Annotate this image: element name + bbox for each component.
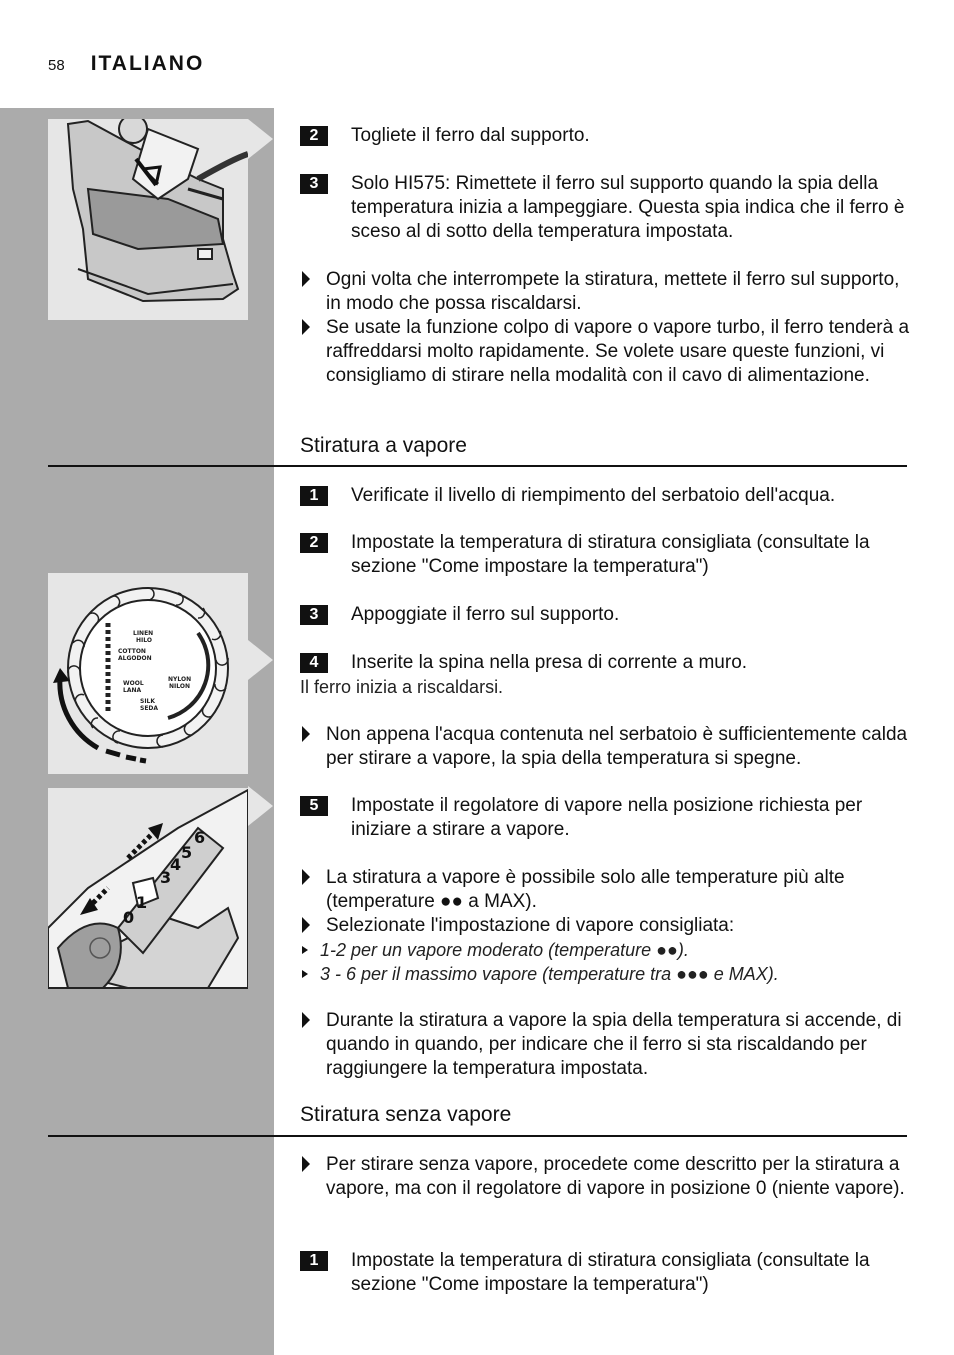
bullet-item xyxy=(300,1009,910,1081)
section-heading-no-steam: Stiratura senza vapore xyxy=(300,1103,512,1126)
bullet-item xyxy=(300,268,910,316)
step-text: Impostate il regolatore di vapore nella posizione richiesta per iniziare a stirare a vapore. xyxy=(351,795,863,840)
iron-on-stand-illustration xyxy=(48,119,248,320)
steam-number-5: 5 xyxy=(181,843,193,862)
step-number-badge: 4 xyxy=(300,653,328,673)
bullet-item xyxy=(300,1153,910,1201)
sub-item-text: 3 - 6 per il massimo vapore (temperature tra ●●● e MAX). xyxy=(320,964,779,984)
bullet-item xyxy=(300,316,910,388)
sub-item xyxy=(300,962,910,986)
bullet-marker xyxy=(302,869,310,885)
dial-label-nilon: NILON xyxy=(169,683,190,690)
step-note: Il ferro inizia a riscaldarsi. xyxy=(300,677,504,697)
step-item xyxy=(300,531,910,579)
step-item xyxy=(300,651,910,675)
bullet-text: Non appena l'acqua contenuta nel serbatoio è sufficientemente calda per stirare a vapore, la spia della temperatura si spegne. xyxy=(326,724,908,769)
bullet-text: Per stirare senza vapore, procedete come descritto per la stiratura a vapore, ma con il regolatore di vapore in posizione 0 (niente vapore). xyxy=(326,1154,905,1199)
dial-label-algodon: ALGODON xyxy=(118,655,152,662)
bullet-item xyxy=(300,866,910,914)
bullet-text: La stiratura a vapore è possibile solo alle temperature più alte (temperature ●● a MAX). xyxy=(326,867,845,912)
bullet-item xyxy=(300,914,910,938)
bullet-marker xyxy=(302,1156,310,1172)
dial-label-cotton: COTTON xyxy=(118,648,146,655)
bullet-text: Se usate la funzione colpo di vapore o vapore turbo, il ferro tenderà a raffreddarsi molto rapidamente. Se volete usare queste funzioni, vi consigliamo di stirare nella modalità con il cavo di alimentazione. xyxy=(326,317,910,386)
page-number: 58 xyxy=(48,57,65,74)
step-number-badge: 1 xyxy=(300,1251,328,1271)
steam-number-0: 0 xyxy=(123,908,135,927)
bullet-text: Selezionate l'impostazione di vapore consigliata: xyxy=(326,915,735,936)
step-number-badge: 3 xyxy=(300,605,328,625)
bullet-marker xyxy=(302,917,310,933)
step-item xyxy=(300,794,910,842)
step-number-badge: 2 xyxy=(300,533,328,553)
bullet-marker xyxy=(302,1012,310,1028)
step-item xyxy=(300,1249,910,1297)
step-text: Impostate la temperatura di stiratura consigliata (consultate la sezione "Come impostare la temperatura") xyxy=(351,1250,870,1295)
bullet-marker xyxy=(302,271,310,287)
step-item xyxy=(300,603,910,627)
step-text: Inserite la spina nella presa di corrente a muro. xyxy=(351,652,748,673)
step-item xyxy=(300,172,910,244)
section-divider xyxy=(48,1135,907,1137)
sub-bullet-marker xyxy=(302,946,308,954)
callout-pointer xyxy=(248,786,273,826)
steam-number-3: 3 xyxy=(160,868,172,887)
dial-label-linen: LINEN xyxy=(133,630,154,637)
step-text: Togliete il ferro dal supporto. xyxy=(351,125,590,146)
dial-label-silk: SILK xyxy=(140,698,156,705)
steam-control-illustration xyxy=(48,788,248,989)
temperature-dial-illustration xyxy=(48,573,248,774)
sub-item-text: 1-2 per un vapore moderato (temperature ●●). xyxy=(320,940,689,960)
step-text: Appoggiate il ferro sul supporto. xyxy=(351,604,620,625)
step-item xyxy=(300,484,910,508)
bullet-text: Ogni volta che interrompete la stiratura, mettete il ferro sul supporto, in modo che possa riscaldarsi. xyxy=(326,269,900,314)
step-text: Impostate la temperatura di stiratura consigliata (consultate la sezione "Come impostare la temperatura") xyxy=(351,532,870,577)
steam-number-4: 4 xyxy=(170,855,182,874)
step-text: Solo HI575: Rimettete il ferro sul supporto quando la spia della temperatura inizia a lampeggiare. Questa spia indica che il ferro è sceso al di sotto della temperatura impostata. xyxy=(351,173,905,242)
steam-number-1: 1 xyxy=(136,893,148,912)
sub-bullet-marker xyxy=(302,970,308,978)
step-number-badge: 3 xyxy=(300,174,328,194)
section-divider xyxy=(48,465,907,467)
steam-number-6: 6 xyxy=(194,828,206,847)
step-number-badge: 2 xyxy=(300,126,328,146)
page-header xyxy=(48,52,204,76)
section-heading-steam: Stiratura a vapore xyxy=(300,434,467,457)
dial-label-wool: WOOL xyxy=(123,680,144,687)
bullet-marker xyxy=(302,319,310,335)
callout-pointer xyxy=(248,119,273,159)
sub-item xyxy=(300,938,910,962)
step-number-badge: 1 xyxy=(300,486,328,506)
step-item xyxy=(300,124,910,148)
step-text: Verificate il livello di riempimento del serbatoio dell'acqua. xyxy=(351,485,836,506)
dial-label-nylon: NYLON xyxy=(168,676,192,683)
bullet-text: Durante la stiratura a vapore la spia della temperatura si accende, di quando in quando, per indicare che il ferro si sta riscaldando per raggiungere la temperatura impostata. xyxy=(326,1010,902,1079)
callout-pointer xyxy=(248,640,273,680)
language-heading: ITALIANO xyxy=(90,52,205,75)
step-number-badge: 5 xyxy=(300,796,328,816)
bullet-marker xyxy=(302,726,310,742)
dial-label-hilo: HILO xyxy=(136,637,152,644)
bullet-item xyxy=(300,723,910,771)
dial-label-lana: LANA xyxy=(123,687,142,694)
dial-label-seda: SEDA xyxy=(140,705,159,712)
